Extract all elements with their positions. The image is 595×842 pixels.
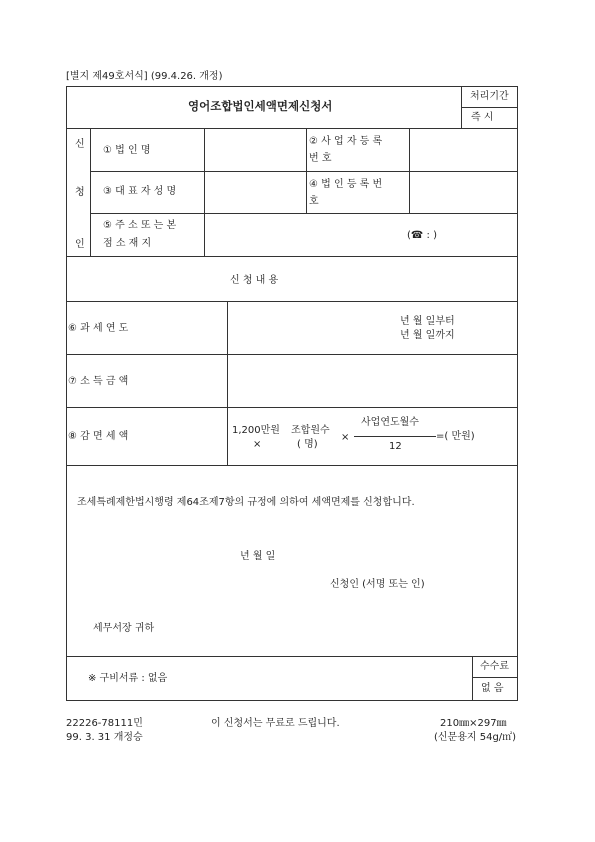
business-reg-field[interactable] xyxy=(411,130,516,170)
address-label-cont: 점 소 재 지 xyxy=(103,238,152,249)
business-reg-label: ② 사 업 자 등 록 xyxy=(309,136,383,147)
formula-member-count: 조합원수 xyxy=(291,425,330,436)
corp-reg-label: ④ 법 인 등 록 번 xyxy=(309,179,383,190)
address-field[interactable] xyxy=(206,215,516,255)
corp-reg-label-cont: 호 xyxy=(309,196,319,207)
tax-year-label: ⑥ 과 세 연 도 xyxy=(68,323,129,334)
formula-times: × xyxy=(341,432,350,443)
tax-year-from: 년 월 일부터 xyxy=(400,316,455,327)
declaration-statement: 조세특례제한법시행령 제64조제7항의 규정에 의하여 세액면제를 신청합니다. xyxy=(77,497,415,508)
footer-code: 22226-78111민 xyxy=(66,718,143,729)
corp-reg-field[interactable] xyxy=(411,173,516,212)
footer-paper-type: (신문용지 54g/㎡) xyxy=(434,732,517,743)
rep-name-label: ③ 대 표 자 성 명 xyxy=(103,186,177,197)
applicant-signature[interactable]: 신청인 (서명 또는 인) xyxy=(330,579,425,590)
tax-year-to: 년 월 일까지 xyxy=(400,330,455,341)
fraction-bar xyxy=(354,436,436,437)
footer-revision: 99. 3. 31 개정승 xyxy=(66,732,143,743)
formula-numerator: 사업연도월수 xyxy=(361,417,419,428)
formula-result: =( 만원) xyxy=(436,431,475,442)
rep-name-field[interactable] xyxy=(206,173,304,212)
fee-value: 없 음 xyxy=(481,683,504,694)
corp-name-field[interactable] xyxy=(206,130,304,170)
formula-amount: 1,200만원 xyxy=(232,425,280,436)
footer-paper-size: 210㎜×297㎜ xyxy=(440,718,507,729)
form-title: 영어조합법인세액면제신청서 xyxy=(188,99,333,113)
processing-period-value: 즉 시 xyxy=(471,112,494,123)
applicant-label-char: 신 xyxy=(75,139,85,150)
exemption-formula xyxy=(229,409,516,464)
applicant-label-char: 인 xyxy=(75,239,85,250)
business-reg-label-cont: 번 호 xyxy=(309,153,332,164)
formula-member-unit: ( 명) xyxy=(297,439,318,450)
processing-period-label: 처리기간 xyxy=(470,91,509,102)
income-field[interactable] xyxy=(229,356,516,406)
form-number: [별지 제49호서식] (99.4.26. 개정) xyxy=(66,71,223,82)
request-section-title: 신 청 내 용 xyxy=(230,275,279,286)
fee-label: 수수료 xyxy=(480,661,509,672)
address-label: ⑤ 주 소 또 는 본 xyxy=(103,220,177,231)
phone-label: (☎ : ) xyxy=(407,230,437,241)
corp-name-label: ① 법 인 명 xyxy=(103,145,151,156)
addressee: 세무서장 귀하 xyxy=(93,623,155,634)
income-label: ⑦ 소 득 금 액 xyxy=(68,376,129,387)
formula-denominator: 12 xyxy=(389,441,402,452)
formula-times: × xyxy=(253,439,262,450)
footer-notice: 이 신청서는 무료로 드립니다. xyxy=(211,718,340,729)
required-documents-note: ※ 구비서류 : 없음 xyxy=(88,673,168,684)
exemption-label: ⑧ 감 면 세 액 xyxy=(68,431,129,442)
applicant-label-char: 청 xyxy=(75,187,85,198)
declaration-date[interactable]: 년 월 일 xyxy=(240,551,276,562)
